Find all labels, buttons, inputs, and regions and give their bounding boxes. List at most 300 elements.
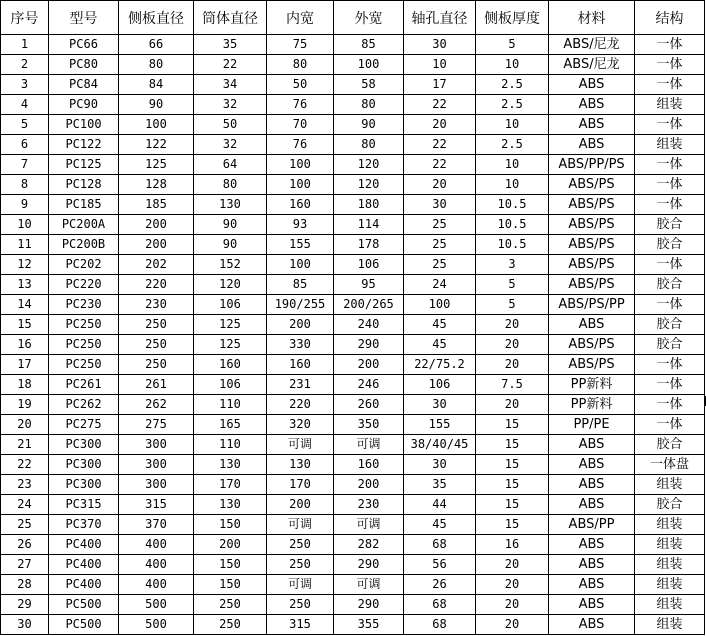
- cell-side-plate-diameter: 315: [119, 495, 194, 515]
- cell-side-plate-thickness: 15: [476, 435, 549, 455]
- table-row: [1, 575, 705, 595]
- cell-model: PC400: [49, 575, 119, 595]
- cell-index: 29: [1, 595, 49, 615]
- cell-side-plate-thickness: 20: [476, 335, 549, 355]
- cell-side-plate-thickness: 10.5: [476, 235, 549, 255]
- cell-side-plate-thickness: 15: [476, 455, 549, 475]
- cell-side-plate-diameter: 220: [119, 275, 194, 295]
- cell-outer-width: 85: [334, 35, 404, 55]
- cell-index: 21: [1, 435, 49, 455]
- cell-side-plate-thickness: 20: [476, 315, 549, 335]
- header-bore-diameter: 轴孔直径: [404, 1, 476, 35]
- cell-index: 15: [1, 315, 49, 335]
- cell-side-plate-diameter: 500: [119, 615, 194, 635]
- cell-index: 19: [1, 395, 49, 415]
- cell-bore-diameter: 24: [404, 275, 476, 295]
- cell-outer-width: 200: [334, 475, 404, 495]
- cell-side-plate-thickness: 5: [476, 295, 549, 315]
- cell-side-plate-thickness: 10.5: [476, 215, 549, 235]
- cell-model: PC250: [49, 335, 119, 355]
- cell-material: ABS/PS: [549, 235, 635, 255]
- cell-index: 26: [1, 535, 49, 555]
- cell-barrel-diameter: 32: [194, 135, 267, 155]
- cell-outer-width: 230: [334, 495, 404, 515]
- cell-inner-width: 190/255: [267, 295, 334, 315]
- cell-bore-diameter: 30: [404, 35, 476, 55]
- cell-material: ABS/PS: [549, 275, 635, 295]
- cell-index: 7: [1, 155, 49, 175]
- cell-bore-diameter: 45: [404, 515, 476, 535]
- header-row: [1, 1, 705, 35]
- cell-side-plate-diameter: 262: [119, 395, 194, 415]
- cell-outer-width: 120: [334, 175, 404, 195]
- cell-barrel-diameter: 250: [194, 615, 267, 635]
- cell-outer-width: 240: [334, 315, 404, 335]
- cell-structure: 组装: [635, 575, 705, 595]
- cell-bore-diameter: 44: [404, 495, 476, 515]
- cell-material: ABS/PS: [549, 255, 635, 275]
- cell-outer-width: 200: [334, 355, 404, 375]
- cell-structure: 组装: [635, 615, 705, 635]
- cell-bore-diameter: 30: [404, 455, 476, 475]
- cell-side-plate-diameter: 300: [119, 455, 194, 475]
- cell-side-plate-diameter: 90: [119, 95, 194, 115]
- cell-structure: 胶合: [635, 215, 705, 235]
- table-row: [1, 395, 705, 415]
- cell-inner-width: 76: [267, 95, 334, 115]
- cell-side-plate-thickness: 3: [476, 255, 549, 275]
- cell-outer-width: 106: [334, 255, 404, 275]
- table-row: [1, 615, 705, 635]
- cell-barrel-diameter: 90: [194, 215, 267, 235]
- cell-side-plate-thickness: 20: [476, 355, 549, 375]
- cell-side-plate-diameter: 250: [119, 315, 194, 335]
- cell-index: 22: [1, 455, 49, 475]
- cell-outer-width: 180: [334, 195, 404, 215]
- cell-structure: 组装: [635, 95, 705, 115]
- cell-material: ABS/PS: [549, 215, 635, 235]
- cell-side-plate-thickness: 5: [476, 275, 549, 295]
- cell-inner-width: 100: [267, 255, 334, 275]
- cell-structure: 一体: [635, 355, 705, 375]
- table-row: [1, 255, 705, 275]
- cell-material: PP新料: [549, 375, 635, 395]
- cell-side-plate-thickness: 10: [476, 55, 549, 75]
- cell-material: ABS/尼龙: [549, 55, 635, 75]
- cell-structure: 一体: [635, 255, 705, 275]
- cell-barrel-diameter: 35: [194, 35, 267, 55]
- cell-bore-diameter: 45: [404, 315, 476, 335]
- cell-material: ABS: [549, 555, 635, 575]
- cell-barrel-diameter: 110: [194, 395, 267, 415]
- header-side-plate-thickness: 侧板厚度: [476, 1, 549, 35]
- cell-outer-width: 可调: [334, 575, 404, 595]
- cell-structure: 一体: [635, 395, 705, 415]
- cell-bore-diameter: 22/75.2: [404, 355, 476, 375]
- cell-inner-width: 76: [267, 135, 334, 155]
- cell-bore-diameter: 68: [404, 535, 476, 555]
- cell-outer-width: 58: [334, 75, 404, 95]
- cell-structure: 一体: [635, 415, 705, 435]
- cell-outer-width: 355: [334, 615, 404, 635]
- cell-index: 13: [1, 275, 49, 295]
- cell-structure: 组装: [635, 475, 705, 495]
- cell-barrel-diameter: 200: [194, 535, 267, 555]
- cell-barrel-diameter: 120: [194, 275, 267, 295]
- cell-inner-width: 250: [267, 555, 334, 575]
- cell-outer-width: 200/265: [334, 295, 404, 315]
- header-inner-width: 内宽: [267, 1, 334, 35]
- cell-side-plate-diameter: 122: [119, 135, 194, 155]
- cell-outer-width: 80: [334, 135, 404, 155]
- cell-material: ABS: [549, 595, 635, 615]
- cell-inner-width: 320: [267, 415, 334, 435]
- cell-side-plate-thickness: 15: [476, 495, 549, 515]
- cell-barrel-diameter: 90: [194, 235, 267, 255]
- cell-index: 8: [1, 175, 49, 195]
- cell-side-plate-diameter: 128: [119, 175, 194, 195]
- table-row: [1, 475, 705, 495]
- table-row: [1, 375, 705, 395]
- cell-outer-width: 95: [334, 275, 404, 295]
- cell-barrel-diameter: 160: [194, 355, 267, 375]
- cell-bore-diameter: 22: [404, 95, 476, 115]
- cell-structure: 一体盘: [635, 455, 705, 475]
- cell-model: PC262: [49, 395, 119, 415]
- table-row: [1, 275, 705, 295]
- cell-index: 6: [1, 135, 49, 155]
- table-row: [1, 315, 705, 335]
- cell-index: 28: [1, 575, 49, 595]
- cell-model: PC370: [49, 515, 119, 535]
- cell-side-plate-thickness: 10.5: [476, 195, 549, 215]
- cell-material: ABS: [549, 135, 635, 155]
- cell-bore-diameter: 25: [404, 255, 476, 275]
- cell-structure: 胶合: [635, 495, 705, 515]
- cell-index: 18: [1, 375, 49, 395]
- cell-side-plate-diameter: 500: [119, 595, 194, 615]
- cell-side-plate-diameter: 200: [119, 235, 194, 255]
- cell-side-plate-thickness: 2.5: [476, 95, 549, 115]
- cell-bore-diameter: 155: [404, 415, 476, 435]
- cell-inner-width: 160: [267, 355, 334, 375]
- cell-inner-width: 50: [267, 75, 334, 95]
- cell-side-plate-thickness: 20: [476, 395, 549, 415]
- cell-structure: 胶合: [635, 315, 705, 335]
- cell-model: PC230: [49, 295, 119, 315]
- cell-structure: 一体: [635, 115, 705, 135]
- header-outer-width: 外宽: [334, 1, 404, 35]
- cell-model: PC100: [49, 115, 119, 135]
- cell-structure: 胶合: [635, 235, 705, 255]
- cell-side-plate-thickness: 10: [476, 175, 549, 195]
- cell-bore-diameter: 25: [404, 215, 476, 235]
- table-row: [1, 35, 705, 55]
- cell-structure: 一体: [635, 295, 705, 315]
- cell-outer-width: 114: [334, 215, 404, 235]
- cell-side-plate-diameter: 250: [119, 355, 194, 375]
- cell-side-plate-thickness: 16: [476, 535, 549, 555]
- cell-inner-width: 250: [267, 535, 334, 555]
- cell-side-plate-diameter: 66: [119, 35, 194, 55]
- cell-material: ABS: [549, 435, 635, 455]
- cell-material: ABS: [549, 315, 635, 335]
- cell-model: PC500: [49, 595, 119, 615]
- cell-inner-width: 80: [267, 55, 334, 75]
- cell-bore-diameter: 30: [404, 195, 476, 215]
- table-row: [1, 435, 705, 455]
- cell-side-plate-diameter: 370: [119, 515, 194, 535]
- cell-side-plate-diameter: 300: [119, 435, 194, 455]
- cell-model: PC275: [49, 415, 119, 435]
- cell-model: PC300: [49, 435, 119, 455]
- table-row: [1, 155, 705, 175]
- cell-outer-width: 120: [334, 155, 404, 175]
- cell-barrel-diameter: 150: [194, 515, 267, 535]
- cell-structure: 胶合: [635, 275, 705, 295]
- cell-barrel-diameter: 110: [194, 435, 267, 455]
- cell-inner-width: 231: [267, 375, 334, 395]
- cell-model: PC80: [49, 55, 119, 75]
- table-row: [1, 55, 705, 75]
- cell-outer-width: 80: [334, 95, 404, 115]
- cell-outer-width: 246: [334, 375, 404, 395]
- cell-inner-width: 70: [267, 115, 334, 135]
- cell-inner-width: 330: [267, 335, 334, 355]
- cell-model: PC125: [49, 155, 119, 175]
- table-body: [1, 35, 705, 635]
- cell-index: 3: [1, 75, 49, 95]
- cell-outer-width: 可调: [334, 435, 404, 455]
- cell-material: ABS/PS: [549, 355, 635, 375]
- cell-material: ABS/PP: [549, 515, 635, 535]
- cell-structure: 组装: [635, 515, 705, 535]
- cell-inner-width: 93: [267, 215, 334, 235]
- cell-model: PC261: [49, 375, 119, 395]
- cell-bore-diameter: 22: [404, 155, 476, 175]
- header-index: 序号: [1, 1, 49, 35]
- header-barrel-diameter: 筒体直径: [194, 1, 267, 35]
- cell-index: 9: [1, 195, 49, 215]
- cell-bore-diameter: 30: [404, 395, 476, 415]
- cell-outer-width: 178: [334, 235, 404, 255]
- cell-side-plate-thickness: 7.5: [476, 375, 549, 395]
- cell-side-plate-thickness: 15: [476, 415, 549, 435]
- cell-model: PC400: [49, 555, 119, 575]
- table-row: [1, 555, 705, 575]
- cell-outer-width: 260: [334, 395, 404, 415]
- cell-structure: 胶合: [635, 435, 705, 455]
- cell-side-plate-diameter: 400: [119, 535, 194, 555]
- cell-side-plate-thickness: 5: [476, 35, 549, 55]
- cell-bore-diameter: 100: [404, 295, 476, 315]
- table-row: [1, 215, 705, 235]
- cell-material: PP新料: [549, 395, 635, 415]
- cell-index: 1: [1, 35, 49, 55]
- table-row: [1, 235, 705, 255]
- cell-side-plate-thickness: 20: [476, 575, 549, 595]
- cell-model: PC202: [49, 255, 119, 275]
- cell-inner-width: 100: [267, 155, 334, 175]
- cell-structure: 一体: [635, 175, 705, 195]
- cell-material: ABS/PP/PS: [549, 155, 635, 175]
- cell-inner-width: 可调: [267, 515, 334, 535]
- cell-inner-width: 170: [267, 475, 334, 495]
- cell-structure: 一体: [635, 155, 705, 175]
- cell-structure: 组装: [635, 535, 705, 555]
- cell-material: ABS/尼龙: [549, 35, 635, 55]
- cell-barrel-diameter: 250: [194, 595, 267, 615]
- cell-outer-width: 160: [334, 455, 404, 475]
- table-row: [1, 175, 705, 195]
- cell-index: 20: [1, 415, 49, 435]
- cell-material: ABS/PS: [549, 335, 635, 355]
- cell-barrel-diameter: 125: [194, 335, 267, 355]
- cell-bore-diameter: 17: [404, 75, 476, 95]
- cell-outer-width: 290: [334, 335, 404, 355]
- cell-index: 14: [1, 295, 49, 315]
- cell-model: PC220: [49, 275, 119, 295]
- cell-side-plate-diameter: 300: [119, 475, 194, 495]
- cell-index: 2: [1, 55, 49, 75]
- cell-material: ABS: [549, 535, 635, 555]
- cell-barrel-diameter: 130: [194, 495, 267, 515]
- cell-model: PC128: [49, 175, 119, 195]
- cell-model: PC90: [49, 95, 119, 115]
- cell-inner-width: 100: [267, 175, 334, 195]
- cell-index: 12: [1, 255, 49, 275]
- cell-bore-diameter: 26: [404, 575, 476, 595]
- cell-structure: 胶合: [635, 335, 705, 355]
- table-row: [1, 295, 705, 315]
- table-row: [1, 495, 705, 515]
- table-row: [1, 415, 705, 435]
- cell-index: 27: [1, 555, 49, 575]
- cell-material: ABS: [549, 615, 635, 635]
- cell-side-plate-diameter: 230: [119, 295, 194, 315]
- table-row: [1, 515, 705, 535]
- cell-inner-width: 200: [267, 315, 334, 335]
- cell-barrel-diameter: 152: [194, 255, 267, 275]
- cell-barrel-diameter: 150: [194, 575, 267, 595]
- cell-side-plate-diameter: 275: [119, 415, 194, 435]
- cell-index: 30: [1, 615, 49, 635]
- cell-bore-diameter: 68: [404, 615, 476, 635]
- cell-model: PC300: [49, 475, 119, 495]
- cell-model: PC250: [49, 315, 119, 335]
- cell-structure: 一体: [635, 35, 705, 55]
- cell-barrel-diameter: 125: [194, 315, 267, 335]
- cell-structure: 一体: [635, 55, 705, 75]
- cell-bore-diameter: 22: [404, 135, 476, 155]
- cell-side-plate-diameter: 80: [119, 55, 194, 75]
- cell-model: PC500: [49, 615, 119, 635]
- cell-material: ABS: [549, 75, 635, 95]
- cell-structure: 组装: [635, 595, 705, 615]
- cell-side-plate-thickness: 20: [476, 555, 549, 575]
- table-row: [1, 455, 705, 475]
- cell-material: ABS: [549, 575, 635, 595]
- cell-barrel-diameter: 170: [194, 475, 267, 495]
- cell-index: 4: [1, 95, 49, 115]
- cell-material: ABS: [549, 115, 635, 135]
- cell-model: PC122: [49, 135, 119, 155]
- cell-material: PP/PE: [549, 415, 635, 435]
- cell-index: 23: [1, 475, 49, 495]
- cell-bore-diameter: 106: [404, 375, 476, 395]
- cell-outer-width: 90: [334, 115, 404, 135]
- cell-barrel-diameter: 50: [194, 115, 267, 135]
- cell-bore-diameter: 25: [404, 235, 476, 255]
- cell-side-plate-thickness: 10: [476, 115, 549, 135]
- table-row: [1, 115, 705, 135]
- header-structure: 结构: [635, 1, 705, 35]
- cell-barrel-diameter: 106: [194, 375, 267, 395]
- cell-model: PC400: [49, 535, 119, 555]
- cell-inner-width: 可调: [267, 575, 334, 595]
- cell-material: ABS: [549, 455, 635, 475]
- cell-outer-width: 100: [334, 55, 404, 75]
- cell-side-plate-thickness: 15: [476, 475, 549, 495]
- cell-side-plate-thickness: 2.5: [476, 135, 549, 155]
- cell-side-plate-diameter: 202: [119, 255, 194, 275]
- cell-inner-width: 315: [267, 615, 334, 635]
- cell-index: 5: [1, 115, 49, 135]
- cell-inner-width: 220: [267, 395, 334, 415]
- cell-model: PC84: [49, 75, 119, 95]
- table-row: [1, 535, 705, 555]
- cell-inner-width: 155: [267, 235, 334, 255]
- cell-model: PC200B: [49, 235, 119, 255]
- cell-index: 24: [1, 495, 49, 515]
- table-row: [1, 135, 705, 155]
- header-model: 型号: [49, 1, 119, 35]
- cell-bore-diameter: 38/40/45: [404, 435, 476, 455]
- cell-side-plate-thickness: 20: [476, 615, 549, 635]
- cell-side-plate-diameter: 100: [119, 115, 194, 135]
- cell-side-plate-diameter: 400: [119, 575, 194, 595]
- cell-side-plate-thickness: 10: [476, 155, 549, 175]
- cell-bore-diameter: 20: [404, 115, 476, 135]
- cell-outer-width: 282: [334, 535, 404, 555]
- cell-outer-width: 290: [334, 555, 404, 575]
- cell-model: PC200A: [49, 215, 119, 235]
- table-row: [1, 335, 705, 355]
- cell-material: ABS/PS: [549, 175, 635, 195]
- table-row: [1, 355, 705, 375]
- cell-inner-width: 200: [267, 495, 334, 515]
- table-row: [1, 75, 705, 95]
- cell-model: PC315: [49, 495, 119, 515]
- cell-material: ABS/PS/PP: [549, 295, 635, 315]
- header-material: 材料: [549, 1, 635, 35]
- cell-outer-width: 可调: [334, 515, 404, 535]
- cell-inner-width: 75: [267, 35, 334, 55]
- cell-barrel-diameter: 130: [194, 455, 267, 475]
- cell-barrel-diameter: 34: [194, 75, 267, 95]
- cell-barrel-diameter: 150: [194, 555, 267, 575]
- cell-side-plate-thickness: 15: [476, 515, 549, 535]
- cell-barrel-diameter: 165: [194, 415, 267, 435]
- cell-bore-diameter: 35: [404, 475, 476, 495]
- cell-bore-diameter: 68: [404, 595, 476, 615]
- cell-structure: 组装: [635, 555, 705, 575]
- cell-barrel-diameter: 22: [194, 55, 267, 75]
- cell-index: 11: [1, 235, 49, 255]
- table-row: [1, 95, 705, 115]
- header-side-plate-diameter: 侧板直径: [119, 1, 194, 35]
- cell-material: ABS: [549, 495, 635, 515]
